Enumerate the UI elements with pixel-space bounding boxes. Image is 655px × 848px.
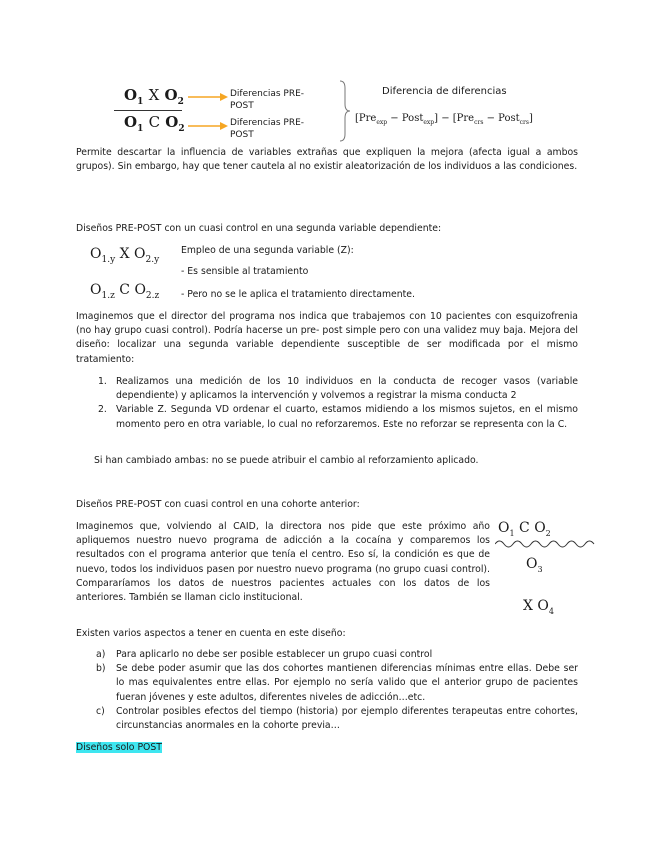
- section3-paragraph: Imaginemos que, volviendo al CAID, la directora nos pide que este próximo año apliquemos nuestro nuevo programa de adicción a la cocaína y comparemos los resultados con el programa anterior que tenía el centro. Eso sí, la condición es que de nuevo, todos los individuos pasen por nuestro nuevo programa (no grupo cuasi control). Compararíamos los datos de nuestros pacientes actuales con los datos de los anteriores. También se llaman ciclo institucional.: [76, 521, 490, 604]
- section2-paragraph: Imaginemos que el director del programa nos indica que trabajemos con 10 pacientes con esquizofrenia (no hay grupo cuasi control). Podría hacerse un pre- post simple pero con una validez muy baja. Mejora del diseño: localizar una segunda variable dependiente susceptible de ser modificada por el mismo tratamiento:: [76, 311, 578, 365]
- list-letter: b): [96, 663, 106, 675]
- formula-z: $O_{1.z}$ C $O_{2.z}$: [90, 282, 160, 301]
- bullet-1: - Es sensible al tratamiento: [181, 266, 309, 277]
- arrow-icon: [188, 92, 228, 102]
- diff-label-1: Diferencias PRE-POST: [230, 89, 305, 111]
- list-item: [98, 375, 578, 403]
- wavy-line: [495, 537, 595, 551]
- arrow-icon: [188, 121, 228, 131]
- list-item: [98, 403, 578, 431]
- diff-label-2: Diferencias PRE-POST: [230, 118, 305, 140]
- curly-brace: [338, 80, 352, 142]
- numbered-list: [98, 375, 578, 432]
- formula-row-1: $O_1$ X $O_2$: [124, 86, 184, 107]
- list-item: [96, 648, 578, 662]
- highlighted-heading: Diseños solo POST: [76, 742, 162, 753]
- list-letter: c): [96, 705, 105, 717]
- diff-title: Diferencia de diferencias: [382, 86, 507, 97]
- section2-heading: Diseños PRE-POST con un cuasi control en una segunda variable dependiente:: [76, 223, 442, 234]
- paragraph-intro: Permite descartar la influencia de variables extrañas que expliquen la mejora (afecta igual a ambos grupos). Sin embargo, hay que tener cautela al no existir aleatorización de los individuos a las condiciones.: [76, 147, 578, 173]
- list-text: Controlar posibles efectos del tiempo (historia) por ejemplo diferentes terapeutas entre cohortes, circunstancias anormales en la cohorte previa…: [116, 705, 578, 732]
- list-letter: a): [96, 649, 106, 660]
- list-item: [96, 705, 578, 733]
- list-text: Para aplicarlo no debe ser posible establecer un grupo cuasi control: [116, 649, 433, 660]
- list-text: Variable Z. Segunda VD ordenar el cuarto, estamos midiendo a los mismos sujetos, en el mismo momento pero en otra variable, lo cual no reforzaremos. Este no reforzar se representa con la C.: [116, 404, 578, 430]
- cohort-diagram-line3: X $O_4$: [523, 598, 554, 616]
- list-text: Se debe poder asumir que las dos cohortes mantienen diferencias mínimas entre ellas. Debe ser lo mas equivalentes entre ellas. Por ejemplo no sería valido que el anterior grupo de pacientes fueran jóvenes y este adultos, diferentes niveles de adicción…etc.: [116, 663, 578, 703]
- formula-divider: [114, 110, 182, 111]
- formula-row-2: $O_1$ C $O_2$: [124, 113, 185, 134]
- section3-heading: Diseños PRE-POST con cuasi control en una cohorte anterior:: [76, 499, 360, 510]
- formula-y: $O_{1.y}$ X $O_{2.y}$: [90, 246, 160, 265]
- diff-formula: [Pre$_{exp}$ − Post$_{exp}$] − [Pre$_{crs}$ − Post$_{crs}$]: [355, 113, 533, 126]
- list-number: 1.: [98, 376, 107, 387]
- section2-conclusion: Si han cambiado ambas: no se puede atribuir el cambio al reforzamiento aplicado.: [94, 455, 479, 466]
- lettered-list: [96, 648, 578, 733]
- section3-intro: Existen varios aspectos a tener en cuenta en este diseño:: [76, 628, 346, 639]
- cohort-diagram-line2: $O_3$: [526, 556, 543, 574]
- bullet-2: - Pero no se le aplica el tratamiento directamente.: [181, 289, 415, 300]
- list-item: [96, 662, 578, 705]
- cohort-diagram-line1: $O_1$ C $O_2$: [498, 520, 551, 538]
- list-number: 2.: [98, 404, 107, 416]
- final-heading: [76, 741, 162, 755]
- list-text: Realizamos una medición de los 10 individuos en la conducta de recoger vasos (variable dependiente) y aplicamos la intervención y volvemos a registrar la misma conducta 2: [116, 376, 578, 402]
- bullet-intro: Empleo de una segunda variable (Z):: [181, 245, 354, 256]
